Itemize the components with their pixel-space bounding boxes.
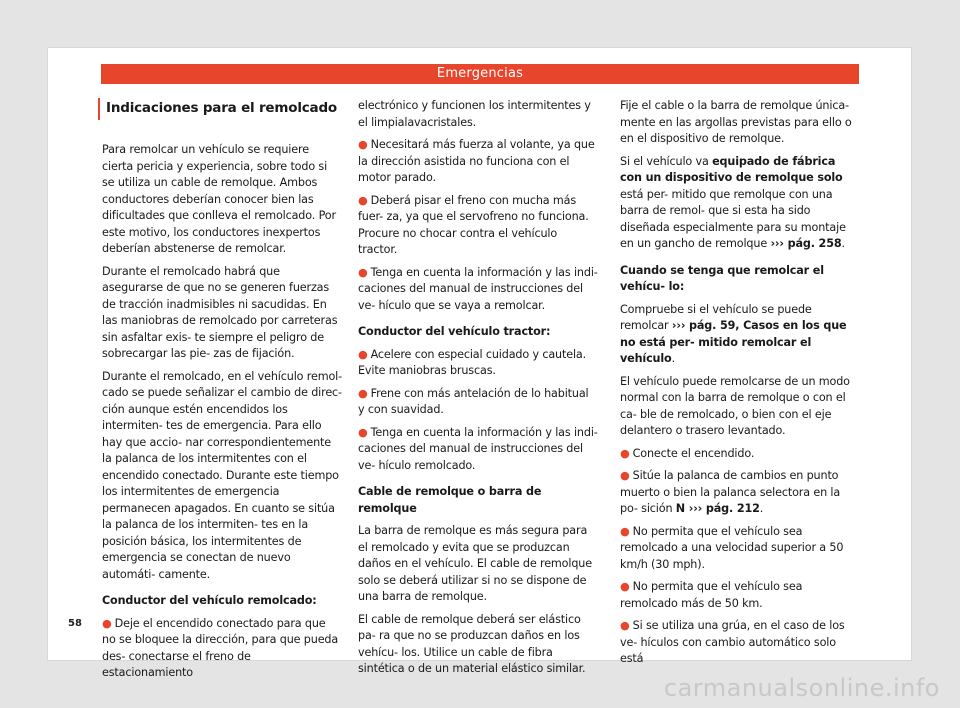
paragraph: La barra de remolque es más segura para el remolcado y evita que se produzcan daños en el vehículo. El cable de remolque solo se deberá utilizar si no se dispone de una barra de remolque. (358, 524, 592, 603)
text-column-1 (102, 142, 342, 688)
page-reference-link[interactable]: ››› pág. 59, Casos en los que no está per- mitido remolcar el vehículo (620, 319, 847, 365)
bullet-icon: ● (358, 193, 368, 207)
watermark: carmanualsonline.info (663, 674, 940, 702)
page-number: 58 (68, 618, 82, 629)
bullet-icon: ● (620, 580, 630, 593)
bullet-item: ● Si se utiliza una grúa, en el caso de los ve- hículos con cambio automático solo está (620, 619, 845, 665)
subheading: Cable de remolque o barra de remolque (358, 485, 542, 515)
paragraph: El vehículo puede remolcarse de un modo normal con la barra de remolque o con el ca- ble de remolcado, o bien con el eje delantero o trasero levantado. (620, 374, 850, 437)
bullet-icon: ● (358, 386, 368, 400)
subheading: Conductor del vehículo tractor: (358, 325, 551, 338)
subheading: Cuando se tenga que remolcar el vehícu- lo: (620, 263, 824, 293)
paragraph: Durante el remolcado habrá que asegurarse de que no se generen fuerzas de tracción inadmisibles ni sacudidas. En las maniobras de remolcado por carreteras sin asfaltar exis- te siempre el peligro de sobrecargar las pie- zas de fijación. (102, 264, 338, 360)
section-title: Indicaciones para el remolcado (98, 98, 356, 120)
bullet-item: ● Tenga en cuenta la información y las indi- caciones del manual de instrucciones del ve- hículo remolcado. (358, 425, 598, 472)
bullet-item: ● Sitúe la palanca de cambios en punto muerto o bien la palanca selectora en la po- sición N ››› pág. 212. (620, 469, 841, 515)
paragraph: Compruebe si el vehículo se puede remolcar ››› pág. 59, Casos en los que no está per- mitido remolcar el vehículo. (620, 302, 847, 365)
bullet-item: ● Deberá pisar el freno con mucha más fuer- za, ya que el servofreno no funciona. Procure no chocar contra el vehículo tractor. (358, 193, 589, 256)
bullet-icon: ● (102, 616, 112, 630)
page-reference-link[interactable]: N ››› pág. 212 (675, 502, 760, 515)
bullet-icon: ● (358, 265, 368, 279)
paragraph: electrónico y funcionen los intermitentes y el limpialavacristales. (358, 99, 591, 129)
subheading: Conductor del vehículo remolcado: (102, 594, 317, 607)
paragraph: Fije el cable o la barra de remolque única- mente en las argollas previstas para ello o en el dispositivo de remolque. (620, 99, 852, 145)
paragraph: El cable de remolque deberá ser elástico pa- ra que no se produzcan daños en los vehícu- los. Utilice un cable de fibra sintética o de un material elástico similar. (358, 612, 586, 675)
bullet-icon: ● (620, 469, 630, 482)
bullet-icon: ● (358, 138, 368, 151)
text-column-2 (358, 98, 598, 684)
paragraph: Para remolcar un vehículo se requiere cierta pericia y experiencia, sobre todo si se utiliza un cable de remolque. Ambos conductores deberían conocer bien las dificultades que conlleva el remolcado. Por este motivo, los conductores inexpertos deberían abstenerse de remolcar. (102, 143, 336, 255)
bullet-item: ● Tenga en cuenta la información y las indi- caciones del manual de instrucciones del ve- hículo que se vaya a remolcar. (358, 265, 598, 312)
paragraph: Si el vehículo va equipado de fábrica con un dispositivo de remolque solo está per- mitido que remolque con una barra de remol- que si esta ha sido diseñada especialmente para su montaje en un gancho de remolque ››› pág. 258. (620, 154, 846, 250)
manual-page (48, 48, 911, 679)
bullet-item: ● Necesitará más fuerza al volante, ya que la dirección asistida no funciona con el motor parado. (358, 138, 595, 184)
bullet-item: ● Deje el encendido conectado para que no se bloquee la dirección, para que pueda des- conectarse el freno de estacionamiento (102, 616, 339, 679)
text-column-3 (620, 98, 860, 674)
bullet-item: ● Conecte el encendido. (620, 446, 755, 460)
bullet-icon: ● (358, 347, 368, 361)
bullet-icon: ● (358, 425, 368, 439)
paragraph: Durante el remolcado, en el vehículo remol- cado se puede señalizar el cambio de direc- ción aunque estén encendidos los intermiten- tes de emergencia. Para ello hay que accio- nar correspondientemente la palanca de los intermitentes con el encendido conectado. Durante este tiempo los intermitentes de emergencia permanecen apagados. En cuanto se sitúa la palanca de los intermiten- tes en la posición básica, los intermitentes de emergencia se conectan de nuevo automáti- camente. (102, 369, 342, 581)
bullet-item: ● Frene con más antelación de lo habitual y con suavidad. (358, 386, 589, 416)
page-reference-link[interactable]: ››› pág. 258 (770, 237, 842, 250)
bullet-item: ● No permita que el vehículo sea remolcado a una velocidad superior a 50 km/h (30 mph). (620, 524, 844, 571)
chapter-header: Emergencias (101, 64, 859, 84)
bullet-icon: ● (620, 446, 630, 460)
bullet-icon: ● (620, 524, 630, 538)
bullet-item: ● No permita que el vehículo sea remolcado más de 50 km. (620, 580, 803, 610)
bullet-item: ● Acelere con especial cuidado y cautela. Evite maniobras bruscas. (358, 347, 587, 377)
bullet-icon: ● (620, 619, 630, 632)
